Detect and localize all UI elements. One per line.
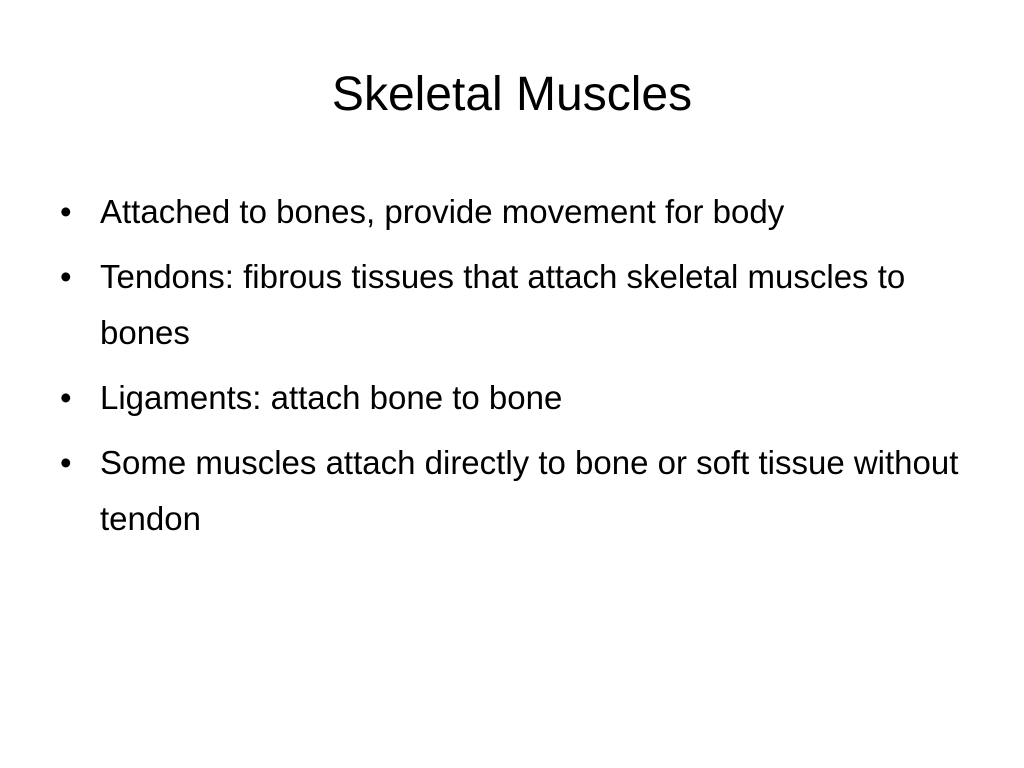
slide-title: Skeletal Muscles (331, 68, 693, 121)
bullet-item-tendons (60, 249, 960, 361)
bullet-marker: • (60, 193, 72, 230)
bullet-text: Some muscles attach directly to bone or soft tissue without tendon (100, 444, 959, 537)
bullet-text: Tendons: fibrous tissues that attach skeletal muscles to bones (100, 258, 906, 351)
bullet-item-ligaments (60, 370, 960, 426)
bullet-marker: • (60, 258, 72, 295)
bullet-marker: • (60, 444, 72, 481)
bullet-marker: • (60, 379, 72, 416)
bullet-item-direct-attachment (60, 435, 960, 547)
bullet-text: Ligaments: attach bone to bone (100, 379, 563, 416)
bullet-list (60, 184, 960, 556)
bullet-item-attached-to-bones (60, 184, 960, 240)
bullet-text: Attached to bones, provide movement for body (100, 193, 785, 230)
